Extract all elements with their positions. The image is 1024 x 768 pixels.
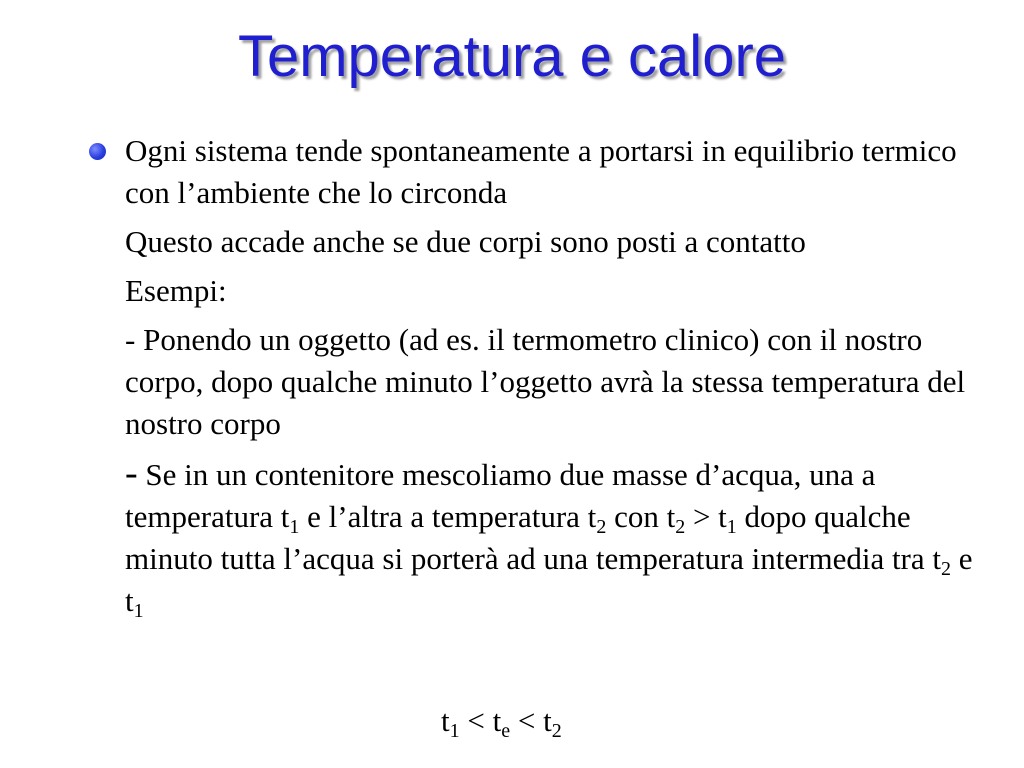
subscript: 1 [133,600,144,622]
subscript: 2 [941,558,952,580]
text-segment: Se in un contenitore mescoliamo due masse d’acqua, una a temperatura t [125,457,876,534]
slide-body [125,130,985,629]
formula-symbol: t [492,703,502,738]
paragraph-contact: Questo accade anche se due corpi sono posti a contatto [125,224,806,259]
subscript: e [501,720,511,742]
subscript: 1 [449,720,460,742]
subscript: 2 [596,516,607,538]
slide-title: Temperatura e calore [237,24,787,89]
text-segment: e l’altra a temperatura t [299,499,597,534]
paragraph-example-water [125,452,985,622]
subscript: 1 [289,516,300,538]
less-than-sign: < [510,703,544,738]
subscript: 2 [551,720,562,742]
paragraph-equilibrium: Ogni sistema tende spontaneamente a portarsi in equilibrio termico con l’ambiente che lo circonda [125,133,957,210]
subscript: 1 [726,516,737,538]
less-than-sign: < [459,703,493,738]
text-segment: dopo qualche minuto tutta l’acqua si porterà ad una temperatura intermedia tra t [125,499,942,576]
formula-symbol: t [543,703,552,738]
paragraph-example-thermometer: - Ponendo un oggetto (ad es. il termometro clinico) con il nostro corpo, dopo qualche minuto l’oggetto avrà la stessa temperatura del nostro corpo [125,322,966,441]
paragraph-examples-heading: Esempi: [125,273,227,308]
text-segment: e t [125,541,973,618]
text-segment: > t [685,499,727,534]
bullet-icon [89,143,106,160]
subscript: 2 [675,516,686,538]
text-segment: con t [606,499,676,534]
temperature-inequality [441,700,562,742]
formula-symbol: t [441,703,450,738]
dash-mark: - [125,452,138,494]
